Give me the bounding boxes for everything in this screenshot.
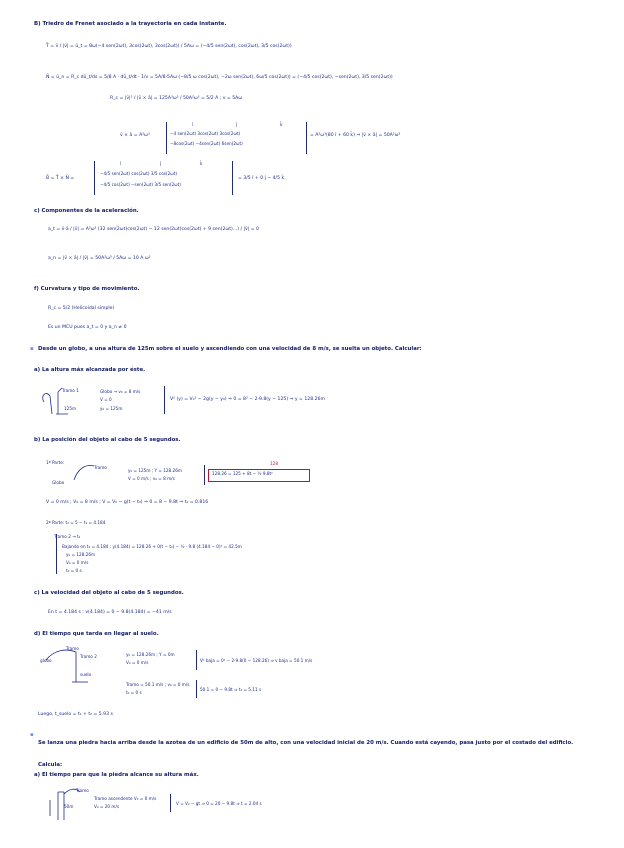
fall-suelo: suelo — [80, 672, 92, 677]
part-2-position-equation: Bajando en t₂ = 4.184 : y(4.184) = 128.26 + 0(t − t₀) − ½ · 9.8 (4.184 − 0)² = 42.5m — [62, 544, 242, 549]
fall-globo: globo — [40, 658, 52, 663]
a-data-2: V = 0 — [100, 397, 112, 402]
part-1-data-2: V = 0 m/s ; v₀ = 8 m/s — [128, 476, 175, 481]
problem-2a-title: a) El tiempo para que la piedra alcance su altura máx. — [34, 772, 199, 778]
binormal-j: ĵ — [160, 161, 162, 166]
determinant-right-bar — [306, 122, 307, 154]
determinant-left-bar — [166, 122, 167, 154]
part-2-data-1: y₀ = 128.26m — [66, 552, 96, 557]
d-data-4: t₀ = 0 s — [126, 690, 142, 695]
d-data-3: Tramo = 50.1 m/s ; v₀ = 0 m/s — [126, 682, 190, 687]
d-equation-2: 50.1 = 0 − 9.8t ⇒ t₂ = 5.11 s — [200, 687, 262, 692]
tangent-vector-equation: T̄ = v̄ / |v̄| = ū_t = 8ω(−4 sen(2ωt), 3cos(2ωt), 3cos(2ωt)) / 5Aω = (−4/5 sen(2ωt), cos(2ωt), 3/5 cos(2ωt)) — [46, 44, 292, 49]
section-c-title: c) Componentes de la aceleración. — [34, 208, 139, 214]
a-separator — [164, 386, 165, 414]
max-height-equation: V² (y) = V₀² − 2g(y − y₀) ⇒ 0 = 8² − 2·9.8(y − 125) ⇒ y = 128.26m — [170, 397, 325, 402]
problem-1a-title: a) La altura máx alcanzada por éste. — [34, 367, 146, 373]
part-2-data-3: t₀ = 0 s — [66, 568, 82, 573]
d-data-1: y₀ = 128.26m ; Y = 0m — [126, 652, 175, 657]
fall-tramo: Tramo — [66, 646, 79, 651]
cross-row-2: −8cos(2ωt) −4sen(2ωt) 6sen(2ωt) — [170, 141, 243, 146]
d-data-2: V₀ = 0 m/s — [126, 660, 149, 665]
velocity-equation: En t = 4.184 s : v(4.184) = 0 − 9.8(4.184) = −41 m/s — [48, 610, 172, 615]
problem-1c-title: c) La velocidad del objeto al cabo de 5 segundos. — [34, 590, 184, 596]
a-data-1: Globo → v₀ = 8 m/s — [100, 389, 141, 394]
part-1-sketch — [70, 462, 96, 484]
part-2-axis — [56, 534, 57, 574]
problem-1d-title: d) El tiempo que tarda en llegar al suelo. — [34, 631, 159, 637]
binormal-right-bar — [232, 161, 233, 195]
curvature-line: R_c = 5/2 (Helicoidal simple) — [48, 306, 115, 311]
d-separator-2 — [196, 680, 197, 698]
diagram-a-tramo: Tramo 1 — [62, 388, 79, 393]
p2-data-2: V₀ = 20 m/s — [94, 804, 120, 809]
part-1-time-equation: V = 0 m/s ; V₀ = 8 m/s ; V = V₀ − g(t − t₀) ⇒ 0 = 8 − 9.8t ⇒ t₁ = 0.816 — [46, 500, 209, 505]
part-1-globo: Globo — [52, 480, 65, 485]
p2-data-1: Tramo ascendente V₀ = 0 m/s — [94, 796, 157, 801]
cross-i: î — [192, 122, 194, 127]
total-time-line: Luego, t_suelo = t₁ + t₂ = 5.93 s — [38, 712, 113, 717]
binormal-result: = 3/5 î + 0 ĵ − 4/5 k̂ — [238, 176, 285, 181]
cross-j: ĵ — [236, 122, 238, 127]
p2-height: 50m — [64, 804, 74, 809]
p2-time-equation: V = V₀ − gt ⇒ 0 = 20 − 9.8t ⇒ t = 2.04 s — [176, 801, 262, 806]
section-b-title: B) Triedro de Frenet asociado a la trayectoria en cada instante. — [34, 21, 227, 27]
binormal-row-1: −4/5 sen(2ωt) cos(2ωt) 3/5 cos(2ωt) — [100, 171, 178, 176]
cross-product-label: v̄ × ā = A²ω³ — [120, 133, 150, 138]
problem-1b-title: b) La posición del objeto al cabo de 5 segundos. — [34, 437, 181, 443]
highlighted-equation: 128.26 = 125 + 8t − ½ 9.8t² — [212, 471, 273, 476]
part-1-data-1: y₀ = 125m ; Y = 128.26m — [128, 468, 182, 473]
p2-separator — [170, 794, 171, 812]
binormal-row-2: −4/5 cos(2ωt) −sen(2ωt) 3/5 sen(2ωt) — [100, 182, 181, 187]
cross-k: k̂ — [280, 122, 283, 127]
part-1-tramo: Tramo — [94, 465, 107, 470]
curvature-radius-equation: R_c = |v̄|³ / |v̄ × ā| = 125A³ω³ / 50A²ω³ = 5/2 A ; v = 5Aω — [110, 96, 243, 101]
part-1-separator — [204, 465, 205, 485]
diagram-a-height: 125m — [64, 406, 77, 411]
part-2-data-2: V₀ = 0 m/s — [66, 560, 89, 565]
tangential-acceleration: a_t = v̄·ā / |v̄| = A²ω³ (32 sen(2ωt)cos(2ωt) − 12 sen(2ωt)cos(2ωt) + 9 sen(2ωt)...) / |v̄| = 0 — [48, 227, 259, 232]
movement-type-line: Es un MCU pues a_t = 0 y a_n ≠ 0 — [48, 325, 127, 330]
d-separator-1 — [196, 650, 197, 670]
cross-product-result: = A²ω³(80 î + 60 k̂) ⇒ |v̄ × ā| = 50A²ω³ — [310, 133, 401, 138]
p2-tramo: Tramo — [76, 788, 89, 793]
part-2-label: 2ª Parte: t₂ = 5 − t₁ = 4.184 — [46, 520, 106, 525]
cross-row-1: −4 sen(2ωt) 3cos(2ωt) 3cos(2ωt) — [170, 131, 241, 136]
binormal-k: k̂ — [200, 161, 203, 166]
fall-tramo-2: Tramo 2 — [80, 654, 97, 659]
binormal-i: î — [120, 161, 122, 166]
problem-2-bullet: ▪ — [30, 732, 34, 738]
problem-2-statement: Se lanza una piedra hacia arriba desde la azotea de un edificio de 50m de alto, con una velocidad inicial de 20 m/s. Cuando está cayendo, pasa justo por el costado del edificio. Calcula: — [38, 740, 574, 768]
a-data-3: y₀ = 125m — [100, 406, 123, 411]
red-correction-note: 128 — [270, 461, 278, 466]
binormal-label: B̄ = T̄ × N̄ = — [46, 176, 75, 181]
normal-acceleration: a_n = |v̄ × ā| / |v̄| = 50A²ω³ / 5Aω = 10 A ω² — [48, 256, 151, 261]
part-1-label: 1ª Parte: — [46, 460, 65, 465]
part-2-tramo: Tramo 2 → t₂ — [54, 534, 81, 539]
section-f-title: f) Curvatura y tipo de movimiento. — [34, 286, 140, 292]
fall-sketch — [36, 646, 96, 686]
problem-1-bullet: ▪ — [30, 346, 34, 352]
normal-vector-equation: N̄ = ū_n = R_c dū_t/ds = 5/8 A · dū_t/dt · 1/v = 5A/8·5Aω (−8/5 ω cos(2ωt), −2ω sen(2ωt), 6ω/5 cos(2ωt)) = (−4/5 cos(2ωt), −sen(2ωt), 3/5 sen(2ωt)) — [46, 75, 393, 80]
d-equation-1: V² baja = 0² − 2·9.8(0 − 128.26) ⇒ v baja = 50.1 m/s — [200, 658, 313, 663]
binormal-left-bar — [94, 161, 95, 195]
problem-1-statement: Desde un globo, a una altura de 125m sobre el suelo y ascendiendo con una velocidad de 8 m/s, se suelta un objeto. Calcular: — [38, 346, 422, 352]
